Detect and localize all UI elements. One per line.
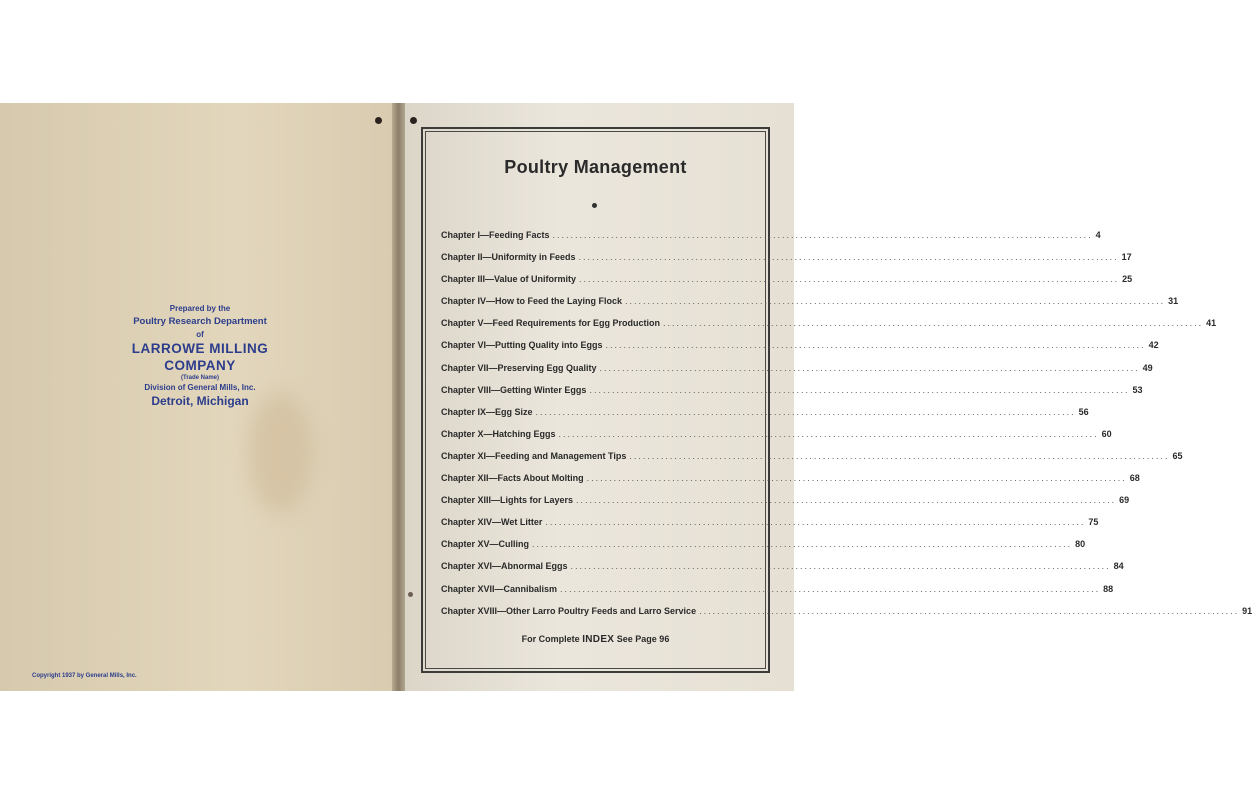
- toc-entry-label: Chapter XIII—Lights for Layers: [441, 495, 574, 506]
- toc-entry: [441, 230, 1101, 252]
- toc-entry-page: 41: [1206, 318, 1217, 329]
- toc-entry-page: 75: [1088, 517, 1099, 528]
- toc-dot-leader: ........................................................................................................................: [570, 561, 1111, 572]
- toc-entry-label: Chapter XII—Facts About Molting: [441, 473, 584, 484]
- toc-dot-leader: ........................................................................................................................: [625, 296, 1166, 307]
- toc-entry-page: 68: [1129, 473, 1140, 484]
- punch-hole-icon: [375, 117, 382, 124]
- toc-dot-leader: ........................................................................................................................: [532, 539, 1073, 550]
- toc-entry: [441, 450, 1183, 473]
- toc-entry: [441, 362, 1153, 385]
- punch-hole-icon: [410, 117, 417, 124]
- toc-entry: [441, 274, 1133, 296]
- prepared-by-text: Prepared by the: [169, 304, 231, 313]
- toc-entry-label: Chapter VII—Preserving Egg Quality: [441, 362, 597, 373]
- toc-entry-label: Chapter XVI—Abnormal Eggs: [441, 561, 568, 572]
- footer-index: INDEX: [582, 634, 615, 645]
- toc-entry-page: 65: [1172, 450, 1183, 461]
- company-name: LARROWE MILLING COMPANY: [131, 341, 269, 373]
- toc-entry-page: 60: [1101, 428, 1112, 439]
- division-text: Division of General Mills, Inc.: [144, 383, 256, 392]
- footer-suffix: See Page 96: [616, 634, 670, 644]
- toc-dot-leader: ........................................................................................................................: [629, 450, 1170, 461]
- toc-entry-label: Chapter V—Feed Requirements for Egg Production: [441, 318, 661, 329]
- toc-dot-leader: ........................................................................................................................: [535, 406, 1076, 417]
- toc-dot-leader: ........................................................................................................................: [579, 274, 1120, 285]
- toc-entry: [441, 406, 1089, 429]
- toc-dot-leader: ........................................................................................................................: [605, 340, 1146, 351]
- trade-name-text: (Trade Name): [180, 375, 219, 381]
- toc-entry: [441, 384, 1143, 407]
- of-text: of: [196, 330, 204, 339]
- toc-entry-label: Chapter XV—Culling: [441, 539, 530, 550]
- toc-dot-leader: ........................................................................................................................: [589, 384, 1130, 395]
- toc-entry-label: Chapter XIV—Wet Litter: [441, 517, 543, 528]
- toc-entry-label: Chapter XI—Feeding and Management Tips: [441, 450, 627, 461]
- toc-entry-page: 53: [1132, 384, 1143, 395]
- toc-entry-page: 80: [1075, 539, 1086, 550]
- toc-entry: [441, 252, 1132, 274]
- page-title: Poultry Management: [504, 157, 687, 177]
- index-reference: [425, 634, 766, 645]
- toc-entry: [441, 473, 1140, 495]
- paper-stain: [248, 393, 312, 513]
- toc-entry-label: Chapter X—Hatching Eggs: [441, 428, 556, 439]
- publisher-imprint: [95, 303, 305, 410]
- toc-dot-leader: ........................................................................................................................: [663, 318, 1204, 329]
- toc-entry-label: Chapter XVIII—Other Larro Poultry Feeds and Larro Service: [441, 605, 697, 616]
- toc-entry-label: Chapter IV—How to Feed the Laying Flock: [441, 296, 623, 307]
- toc-entry-page: 69: [1119, 495, 1130, 506]
- toc-entry: [441, 583, 1114, 606]
- toc-dot-leader: ........................................................................................................................: [560, 583, 1101, 594]
- ornament-bullet-icon: [592, 203, 597, 208]
- toc-entry-page: 17: [1121, 252, 1132, 263]
- toc-entry-label: Chapter VI—Putting Quality into Eggs: [441, 340, 603, 351]
- toc-dot-leader: ........................................................................................................................: [599, 362, 1140, 373]
- footer-prefix: For Complete: [521, 634, 580, 644]
- toc-dot-leader: ........................................................................................................................: [576, 495, 1117, 506]
- toc-entry-page: 31: [1168, 296, 1179, 307]
- copyright-text: Copyright 1937 by General Mills, Inc.: [32, 673, 137, 679]
- toc-entry-page: 88: [1103, 583, 1114, 594]
- toc-entry-label: Chapter IX—Egg Size: [441, 406, 533, 417]
- toc-entry-label: Chapter I—Feeding Facts: [441, 230, 550, 240]
- toc-entry-label: Chapter III—Value of Uniformity: [441, 274, 577, 285]
- toc-dot-leader: ........................................................................................................................: [578, 252, 1119, 263]
- punch-hole-icon: [408, 592, 413, 597]
- toc-dot-leader: ........................................................................................................................: [545, 517, 1086, 528]
- toc-entry: [441, 428, 1112, 451]
- book-gutter: [392, 103, 406, 691]
- table-of-contents: [441, 230, 1252, 628]
- toc-entry-label: Chapter VIII—Getting Winter Eggs: [441, 384, 587, 395]
- toc-entry-page: 91: [1242, 605, 1252, 616]
- toc-dot-leader: ........................................................................................................................: [586, 473, 1127, 484]
- toc-entry: [441, 296, 1179, 318]
- toc-dot-leader: ........................................................................................................................: [699, 605, 1240, 616]
- toc-entry: [441, 340, 1159, 362]
- toc-entry-label: Chapter XVII—Cannibalism: [441, 583, 558, 594]
- toc-entry-page: 49: [1142, 362, 1153, 373]
- toc-dot-leader: ........................................................................................................................: [558, 428, 1099, 439]
- toc-entry-label: Chapter II—Uniformity in Feeds: [441, 252, 576, 263]
- toc-entry: [441, 539, 1086, 561]
- toc-entry-page: 25: [1122, 274, 1133, 285]
- toc-entry-page: 56: [1078, 406, 1089, 417]
- toc-entry-page: 42: [1148, 340, 1159, 351]
- department-text: Poultry Research Department: [133, 316, 267, 327]
- toc-entry-page: 84: [1113, 561, 1124, 572]
- toc-entry: [441, 318, 1217, 340]
- toc-entry: [441, 495, 1130, 517]
- toc-entry-page: 4: [1095, 230, 1101, 240]
- toc-entry: [441, 561, 1124, 583]
- toc-entry: [441, 605, 1252, 628]
- city-text: Detroit, Michigan: [151, 394, 249, 408]
- toc-dot-leader: ........................................................................................................................: [552, 230, 1093, 240]
- toc-entry: [441, 517, 1099, 539]
